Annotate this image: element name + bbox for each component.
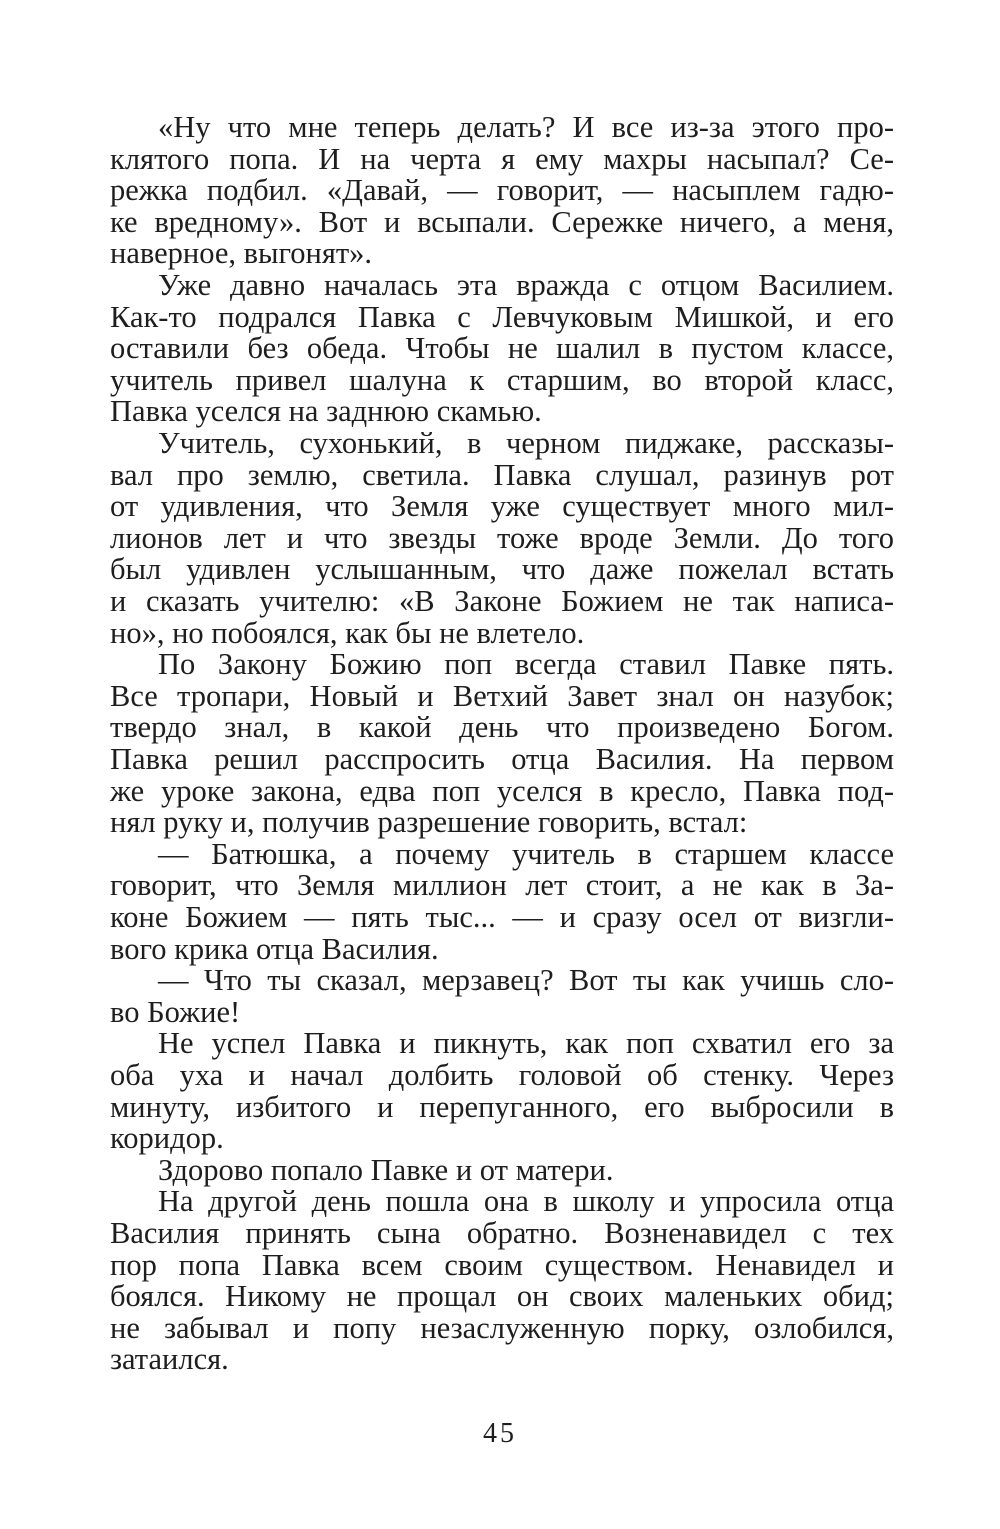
text-line: и сказать учителю: «В Законе Божием не так написа-	[110, 584, 894, 618]
text-line: — Что ты сказал, мерзавец? Вот ты как учишь сло-	[158, 963, 894, 998]
text-line: оба уха и начал долбить головой об стенку. Через	[110, 1058, 894, 1092]
text-line: Павка решил расспросить отца Василия. На первом	[110, 742, 894, 776]
text-line: Как-то подрался Павка с Левчуковым Мишкой, и его	[110, 299, 894, 334]
text-line: не забывал и попу незаслуженную порку, озлобился,	[110, 1310, 894, 1345]
text-line: Василия принять сына обратно. Возненавидел с тех	[110, 1216, 894, 1250]
page-number: 45	[483, 1418, 517, 1449]
text-line: оставили без обеда. Чтобы не шалил в пустом классе,	[110, 331, 894, 366]
text-line: Здорово попало Павке и от матери.	[158, 1152, 614, 1187]
text-line: режка подбил. «Давай, — говорит, — насыплем гадю-	[110, 173, 894, 208]
text-line: По Закону Божию поп всегда ставил Павке пять.	[158, 647, 894, 682]
text-line: говорит, что Земля миллион лет стоит, а не как в За-	[110, 868, 894, 903]
text-line: «Ну что мне теперь делать? И все из-за этого про-	[158, 110, 894, 144]
text-line: — Батюшка, а почему учитель в старшем классе	[158, 836, 894, 871]
text-line: Уже давно началась эта вражда с отцом Василием.	[158, 268, 894, 302]
text-line: Учитель, сухонький, в черном пиджаке, рассказы-	[158, 426, 894, 460]
text-line: твердо знал, в какой день что произведено Богом.	[110, 710, 894, 745]
text-line: боялся. Никому не прощал он своих маленьких обид;	[110, 1279, 894, 1314]
text-line: Не успел Павка и пикнуть, как поп схватил его за	[158, 1026, 894, 1061]
text-line: минуту, избитого и перепуганного, его выбросили в	[110, 1089, 894, 1124]
text-line: коне Божием — пять тыс... — и сразу осел от визгли-	[110, 900, 894, 934]
text-line: учитель привел шалуна к старшим, во второй класс,	[110, 362, 894, 397]
text-line: наверное, выгонят».	[110, 236, 373, 271]
text-line: Павка уселся на заднюю скамью.	[110, 394, 542, 429]
text-line: во Божие!	[110, 994, 241, 1029]
text-line: был удивлен услышанным, что даже пожелал встать	[110, 552, 894, 587]
text-line: лионов лет и что звезды тоже вроде Земли. До того	[110, 520, 894, 555]
text-line: клятого попа. И на черта я ему махры насыпал? Се-	[110, 141, 894, 176]
text-line: от удивления, что Земля уже существует много мил-	[110, 489, 894, 524]
text-line: ке вредному». Вот и всыпали. Сережке ничего, а меня,	[110, 204, 894, 239]
text-line: вал про землю, светила. Павка слушал, разинув рот	[110, 457, 894, 492]
text-line: но», но побоялся, как бы не влетело.	[110, 615, 585, 650]
text-line: же уроке закона, едва поп уселся в кресло, Павка под-	[110, 773, 894, 808]
text-line: коридор.	[110, 1121, 224, 1156]
text-line: вого крика отца Василия.	[110, 931, 439, 966]
text-line: Все тропари, Новый и Ветхий Завет знал он назубок;	[110, 678, 894, 713]
text-line: На другой день пошла она в школу и упросила отца	[158, 1184, 894, 1219]
text-line: нял руку и, получив разрешение говорить, встал:	[110, 805, 748, 840]
text-line: затаился.	[110, 1342, 229, 1377]
text-line: пор попа Павка всем своим существом. Ненавидел и	[110, 1247, 894, 1282]
